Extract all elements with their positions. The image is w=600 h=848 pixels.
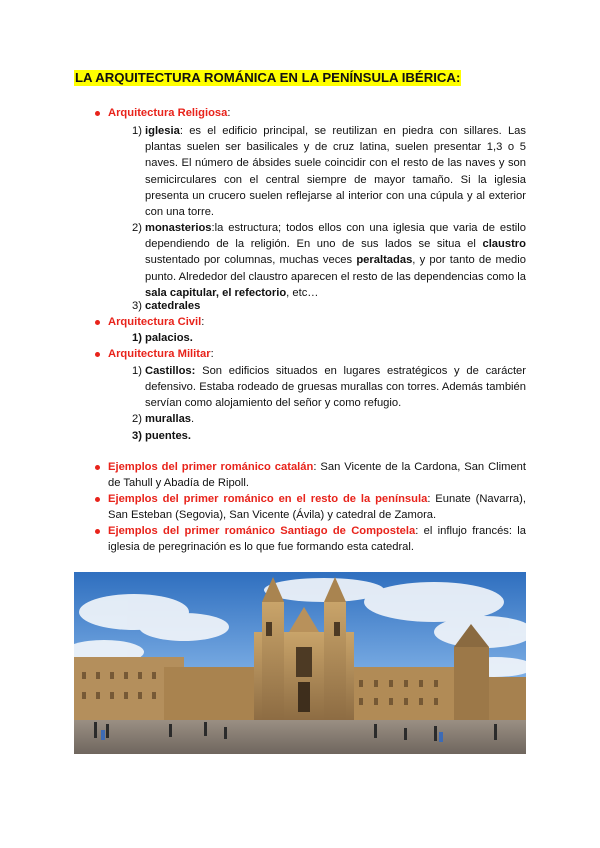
term-sala-capitular: sala capitular, el refectorio: [145, 286, 287, 299]
monasterios-text-d: , etc…: [286, 286, 319, 299]
monasterios-text-c: , y por tanto de medio punto. Alrededor del claustro aparecen el resto de las dependencias como la: [145, 254, 526, 283]
iglesia-description: : es el edificio principal, se reutilizan en piedra con sillares. Las plantas suelen ser basilicales y de cruz latina, suelen presentar 1,3 o 5 naves. El número de ábsides suele coincidir con el resto de las naves y son semicirculares con el central siempre de mayor tamaño. Si la iglesia presenta un crucero suelen reflejarse al interior con una cúpula y al exterior con una torre.: [145, 125, 526, 219]
item-number: 2): [132, 413, 142, 425]
castillos-description: Son edificios situados en lugares estratégicos y de carácter defensivo. Estaba rodeado de gruesas murallas con torres. Además también servían como alojamiento del señor y como refugio.: [145, 365, 526, 410]
term-palacios: palacios.: [145, 332, 193, 344]
cathedral-illustration: [74, 572, 526, 754]
military-heading-text: Arquitectura Militar: [108, 348, 211, 360]
section-religious-heading: [108, 105, 230, 121]
example-peninsula: [108, 491, 526, 523]
bullet-religious: [95, 111, 100, 116]
term-castillos: Castillos:: [145, 365, 196, 377]
example-catalan-text: : San Vicente de la Cardona, San Climent de Tahull y Abadía de Ripoll.: [108, 461, 526, 490]
civil-heading-colon: :: [201, 316, 205, 328]
term-peraltadas: peraltadas: [356, 254, 413, 267]
example-catalan-heading: Ejemplos del primer románico catalán: [108, 461, 314, 473]
term-claustro: claustro: [482, 238, 526, 251]
item-iglesia: [145, 123, 526, 220]
monasterios-text-b: sustentado por columnas, muchas veces: [145, 254, 357, 267]
example-catalan: [108, 459, 526, 491]
item-monasterios: [145, 220, 526, 301]
section-military-heading: [108, 346, 214, 362]
item-murallas: [145, 411, 194, 427]
term-monasterios: monasterios: [145, 222, 212, 234]
bullet-civil: [95, 320, 100, 325]
item-number: 3): [132, 430, 142, 442]
cathedral-photo: [74, 572, 526, 754]
example-santiago-text: : el influjo francés: la iglesia de peregrinación es lo que fue formando esta catedral.: [108, 525, 526, 554]
civil-heading-text: Arquitectura Civil: [108, 316, 202, 328]
bullet-example-catalan: [95, 465, 100, 470]
religious-heading-colon: :: [227, 107, 231, 119]
term-murallas: murallas: [145, 413, 192, 425]
item-number: 2): [132, 222, 142, 234]
monasterios-text-a: :la estructura; todos ellos con una iglesia que varia de estilo dependiendo de la religión. En uno de sus lados se situa el: [145, 222, 526, 251]
example-santiago-heading: Ejemplos del primer románico Santiago de Compostela: [108, 525, 416, 537]
page-title: LA ARQUITECTURA ROMÁNICA EN LA PENÍNSULA IBÉRICA:: [75, 70, 461, 85]
murallas-period: .: [191, 413, 195, 425]
section-civil-heading: [108, 314, 204, 330]
item-number: 3): [132, 300, 142, 312]
bullet-military: [95, 352, 100, 357]
item-castillos: [145, 363, 526, 412]
bullet-example-peninsula: [95, 497, 100, 502]
example-peninsula-heading: Ejemplos del primer románico en el resto de la península: [108, 493, 428, 505]
term-puentes: puentes.: [145, 430, 192, 442]
term-catedrales: catedrales: [145, 300, 201, 312]
item-number: 1): [132, 125, 142, 137]
example-santiago: [108, 523, 526, 555]
item-number: 1): [132, 365, 142, 377]
religious-heading-text: Arquitectura Religiosa: [108, 107, 228, 119]
item-number: 1): [132, 332, 142, 344]
bullet-example-santiago: [95, 529, 100, 534]
term-iglesia: iglesia: [145, 125, 180, 137]
example-peninsula-text: : Eunate (Navarra), San Esteban (Segovia), San Vicente (Ávila) y catedral de Zamora.: [108, 493, 526, 522]
military-heading-colon: :: [210, 348, 214, 360]
